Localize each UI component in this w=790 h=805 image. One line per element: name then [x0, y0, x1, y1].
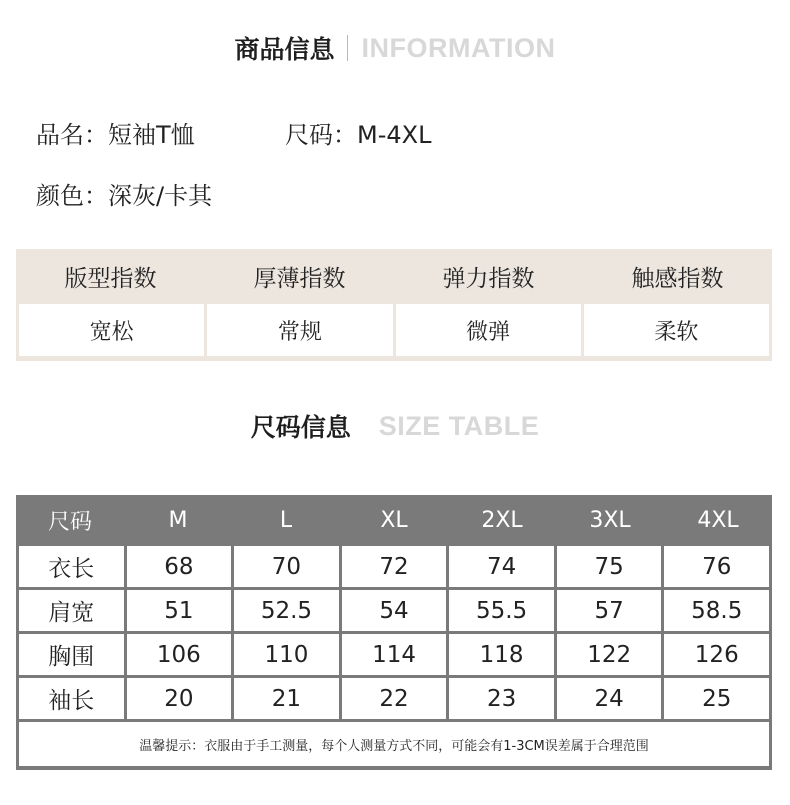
table-cell: 110	[234, 634, 339, 675]
row-label: 衣长	[19, 546, 124, 587]
table-cell: 72	[342, 546, 447, 587]
product-size-range: 尺码：M-4XL	[285, 121, 432, 149]
size-table	[16, 495, 772, 770]
table-row	[19, 590, 769, 631]
table-cell: 122	[557, 634, 662, 675]
row-label: 胸围	[19, 634, 124, 675]
table-cell: 75	[557, 546, 662, 587]
product-name: 品名：短袖T恤	[36, 121, 195, 149]
product-color: 颜色：深灰/卡其	[36, 182, 213, 210]
attribute-value-touch: 柔软	[584, 304, 769, 356]
table-cell: 21	[234, 678, 339, 719]
row-label: 袖长	[19, 678, 124, 719]
table-cell: 51	[127, 590, 232, 631]
attribute-header-touch: 触感指数	[631, 265, 724, 292]
table-cell: 23	[449, 678, 554, 719]
attribute-table	[16, 249, 772, 361]
table-cell: 114	[342, 634, 447, 675]
attribute-value-fit: 宽松	[19, 304, 204, 356]
table-cell: 68	[127, 546, 232, 587]
attribute-value-row	[19, 304, 769, 356]
table-cell: 126	[664, 634, 769, 675]
attribute-header-row	[16, 249, 772, 303]
table-cell: 20	[127, 678, 232, 719]
size-header-cell: XL	[380, 508, 408, 533]
size-header-cell: 3XL	[589, 508, 631, 533]
size-header-cell: 4XL	[697, 508, 739, 533]
information-title-cn: 商品信息	[234, 35, 335, 64]
table-cell: 25	[664, 678, 769, 719]
row-label: 肩宽	[19, 590, 124, 631]
table-cell: 55.5	[449, 590, 554, 631]
table-cell: 70	[234, 546, 339, 587]
attribute-header-fit: 版型指数	[64, 265, 157, 292]
table-cell: 57	[557, 590, 662, 631]
table-cell: 22	[342, 678, 447, 719]
size-title-en: SIZE TABLE	[378, 410, 540, 441]
size-table-header	[16, 495, 772, 546]
table-cell: 76	[664, 546, 769, 587]
table-cell: 24	[557, 678, 662, 719]
table-cell: 54	[342, 590, 447, 631]
size-header-cell: L	[279, 508, 293, 533]
title-divider	[347, 35, 348, 61]
table-cell: 74	[449, 546, 554, 587]
measurement-note: 温馨提示：衣服由于手工测量，每个人测量方式不同，可能会有1-3CM误差属于合理范围	[19, 722, 769, 766]
size-title-cn: 尺码信息	[250, 413, 351, 442]
table-cell: 58.5	[664, 590, 769, 631]
table-cell: 52.5	[234, 590, 339, 631]
size-heading	[0, 408, 790, 444]
table-cell: 106	[127, 634, 232, 675]
attribute-value-elasticity: 微弹	[396, 304, 581, 356]
attribute-header-thickness: 厚薄指数	[253, 265, 346, 292]
size-header-cell: 尺码	[47, 510, 92, 535]
attribute-value-thickness: 常规	[207, 304, 392, 356]
table-row	[19, 678, 769, 719]
information-title-en: INFORMATION	[361, 32, 556, 63]
attribute-header-elasticity: 弹力指数	[442, 265, 535, 292]
size-header-cell: M	[168, 508, 188, 533]
information-heading	[0, 30, 790, 66]
table-cell: 118	[449, 634, 554, 675]
table-row	[19, 546, 769, 587]
size-header-cell: 2XL	[481, 508, 523, 533]
table-row	[19, 634, 769, 675]
